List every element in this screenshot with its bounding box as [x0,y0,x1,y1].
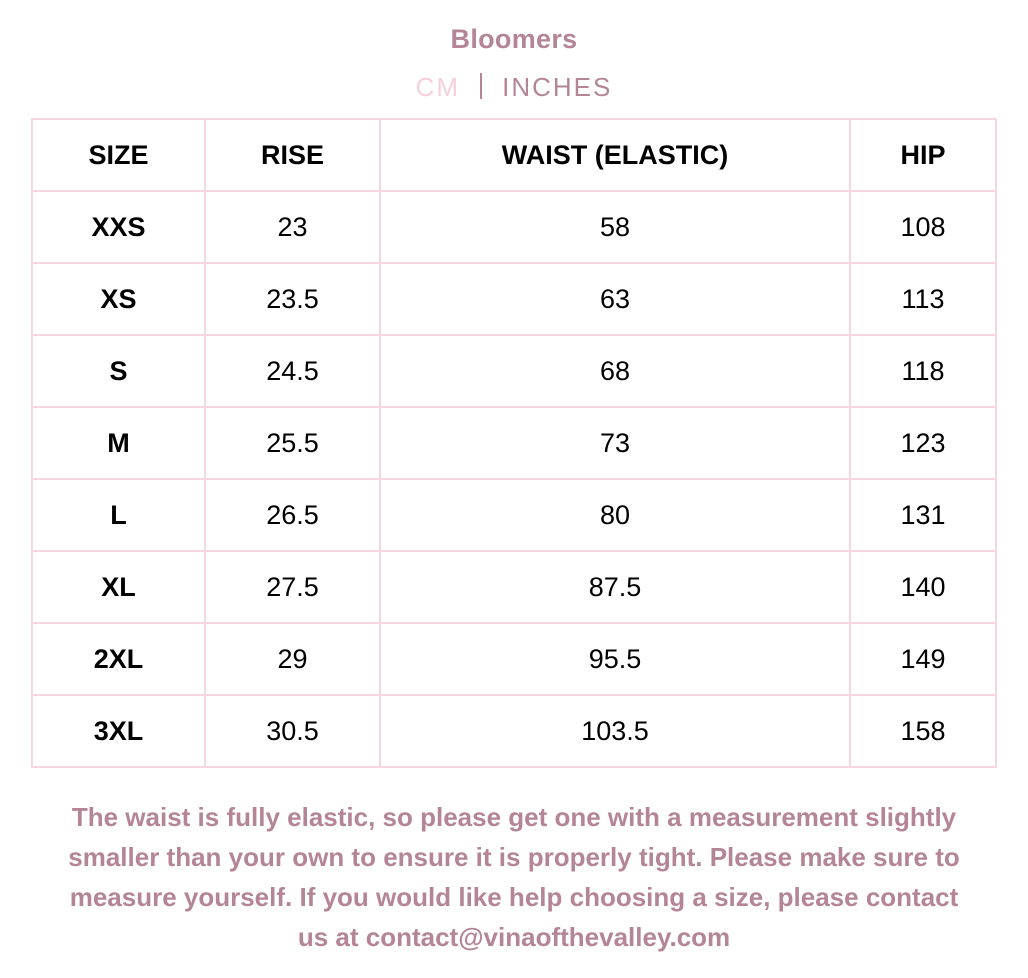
hip-cell: 118 [850,335,996,407]
rise-cell: 25.5 [205,407,380,479]
size-cell: XS [32,263,205,335]
table-header-row [32,119,996,191]
rise-cell: 23 [205,191,380,263]
table-row [32,263,996,335]
hip-cell: 149 [850,623,996,695]
rise-cell: 24.5 [205,335,380,407]
size-cell: 3XL [32,695,205,767]
table-row [32,695,996,767]
hip-cell: 123 [850,407,996,479]
table-row [32,335,996,407]
size-cell: L [32,479,205,551]
table-row [32,623,996,695]
sizing-note-line: measure yourself. If you would like help choosing a size, please contact [69,882,959,912]
rise-cell: 27.5 [205,551,380,623]
rise-cell: 29 [205,623,380,695]
hip-cell: 108 [850,191,996,263]
hip-cell: 131 [850,479,996,551]
sizing-note-line: smaller than your own to ensure it is properly tight. Please make sure to [68,842,960,872]
waist-cell: 68 [380,335,850,407]
table-row [32,191,996,263]
table-row [32,407,996,479]
waist-cell: 95.5 [380,623,850,695]
waist-cell: 103.5 [380,695,850,767]
unit-divider [480,73,482,99]
rise-cell: 26.5 [205,479,380,551]
size-cell: M [32,407,205,479]
sizing-note-line: us at contact@vinaofthevalley.com [297,922,731,952]
rise-cell: 23.5 [205,263,380,335]
table-row [32,551,996,623]
size-cell: S [32,335,205,407]
hip-cell: 158 [850,695,996,767]
waist-cell: 87.5 [380,551,850,623]
header-size: SIZE [32,119,205,191]
header-rise: RISE [205,119,380,191]
waist-cell: 63 [380,263,850,335]
rise-cell: 30.5 [205,695,380,767]
size-cell: 2XL [32,623,205,695]
sizing-note [20,797,1008,957]
waist-cell: 58 [380,191,850,263]
size-chart-table [31,118,997,768]
unit-toggle [0,72,1028,103]
waist-cell: 73 [380,407,850,479]
unit-cm-tab[interactable]: CM [415,72,461,102]
page-title: Bloomers [450,24,578,54]
sizing-note-line: The waist is fully elastic, so please get one with a measurement slightly [71,802,957,832]
size-cell: XL [32,551,205,623]
hip-cell: 140 [850,551,996,623]
unit-inches-tab[interactable]: INCHES [502,72,613,102]
table-row [32,479,996,551]
waist-cell: 80 [380,479,850,551]
hip-cell: 113 [850,263,996,335]
header-waist: WAIST (ELASTIC) [380,119,850,191]
size-cell: XXS [32,191,205,263]
header-hip: HIP [850,119,996,191]
